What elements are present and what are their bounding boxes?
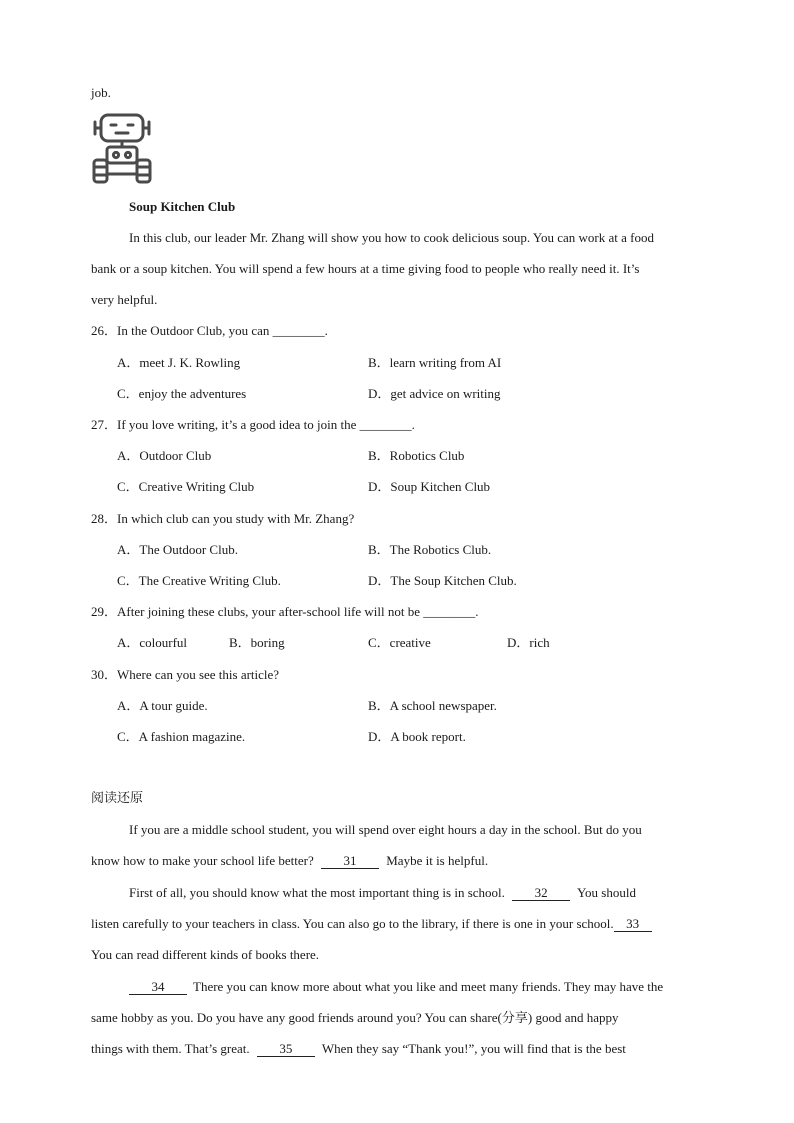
passage-p3-line-2: same hobby as you. Do you have any good friends around you? You can share(分享) good and happy bbox=[91, 1010, 619, 1025]
question-29: 29．After joining these clubs, your after-school life will not be ________. bbox=[91, 604, 479, 619]
option-28-b[interactable]: B．The Robotics Club. bbox=[368, 542, 492, 557]
question-26: 26．In the Outdoor Club, you can ________. bbox=[91, 323, 328, 338]
top-fragment-text: job. bbox=[91, 85, 111, 100]
passage-p3-line-1: 34 There you can know more about what you like and meet many friends. They may have the bbox=[129, 980, 663, 995]
option-27-c[interactable]: C．Creative Writing Club bbox=[117, 479, 255, 494]
passage-p2-line-3: You can read different kinds of books there. bbox=[91, 947, 320, 962]
question-27: 27．If you love writing, it’s a good idea to join the ________. bbox=[91, 417, 415, 432]
option-26-c[interactable]: C．enjoy the adventures bbox=[117, 386, 247, 401]
option-30-c[interactable]: C．A fashion magazine. bbox=[117, 729, 246, 744]
blank-32[interactable]: 32 bbox=[512, 886, 570, 901]
option-28-c[interactable]: C．The Creative Writing Club. bbox=[117, 573, 281, 588]
option-28-a[interactable]: A．The Outdoor Club. bbox=[117, 542, 238, 557]
section-title: 阅读还原 bbox=[91, 791, 144, 806]
option-26-a[interactable]: A．meet J. K. Rowling bbox=[117, 355, 241, 370]
option-29-a[interactable]: A．colourful bbox=[117, 635, 188, 650]
option-29-d[interactable]: D．rich bbox=[507, 635, 550, 650]
blank-31[interactable]: 31 bbox=[321, 854, 379, 869]
blank-33[interactable]: 33 bbox=[614, 917, 652, 932]
club-heading: Soup Kitchen Club bbox=[129, 199, 236, 214]
blank-34[interactable]: 34 bbox=[129, 980, 187, 995]
option-30-b[interactable]: B．A school newspaper. bbox=[368, 698, 497, 713]
club-paragraph-line-3: very helpful. bbox=[91, 292, 158, 307]
option-30-d[interactable]: D．A book report. bbox=[368, 729, 466, 744]
robot-icon bbox=[92, 112, 152, 186]
option-27-d[interactable]: D．Soup Kitchen Club bbox=[368, 479, 491, 494]
option-28-d[interactable]: D．The Soup Kitchen Club. bbox=[368, 573, 517, 588]
option-26-b[interactable]: B．learn writing from AI bbox=[368, 355, 502, 370]
question-30: 30．Where can you see this article? bbox=[91, 667, 280, 682]
blank-35[interactable]: 35 bbox=[257, 1042, 315, 1057]
club-paragraph-line-1: In this club, our leader Mr. Zhang will show you how to cook delicious soup. You can work at a food bbox=[129, 230, 654, 245]
option-27-b[interactable]: B．Robotics Club bbox=[368, 448, 465, 463]
passage-p2-line-1: First of all, you should know what the most important thing is in school. 32 You should bbox=[129, 885, 636, 900]
club-paragraph-line-2: bank or a soup kitchen. You will spend a few hours at a time giving food to people who really need it. It’s bbox=[91, 261, 640, 276]
option-29-b[interactable]: B．boring bbox=[229, 635, 285, 650]
option-26-d[interactable]: D．get advice on writing bbox=[368, 386, 501, 401]
option-30-a[interactable]: A．A tour guide. bbox=[117, 698, 208, 713]
passage-p2-line-2: listen carefully to your teachers in class. You can also go to the library, if there is one in your school. 33 bbox=[91, 917, 652, 932]
passage-p3-line-3: things with them. That’s great. 35 When they say “Thank you!”, you will find that is the best bbox=[91, 1041, 626, 1056]
option-29-c[interactable]: C．creative bbox=[368, 635, 431, 650]
passage-p1-line-2: know how to make your school life better? 31 Maybe it is helpful. bbox=[91, 853, 489, 868]
option-27-a[interactable]: A．Outdoor Club bbox=[117, 448, 212, 463]
passage-p1-line-1: If you are a middle school student, you will spend over eight hours a day in the school. But do you bbox=[129, 822, 642, 837]
question-28: 28．In which club can you study with Mr. Zhang? bbox=[91, 511, 355, 526]
